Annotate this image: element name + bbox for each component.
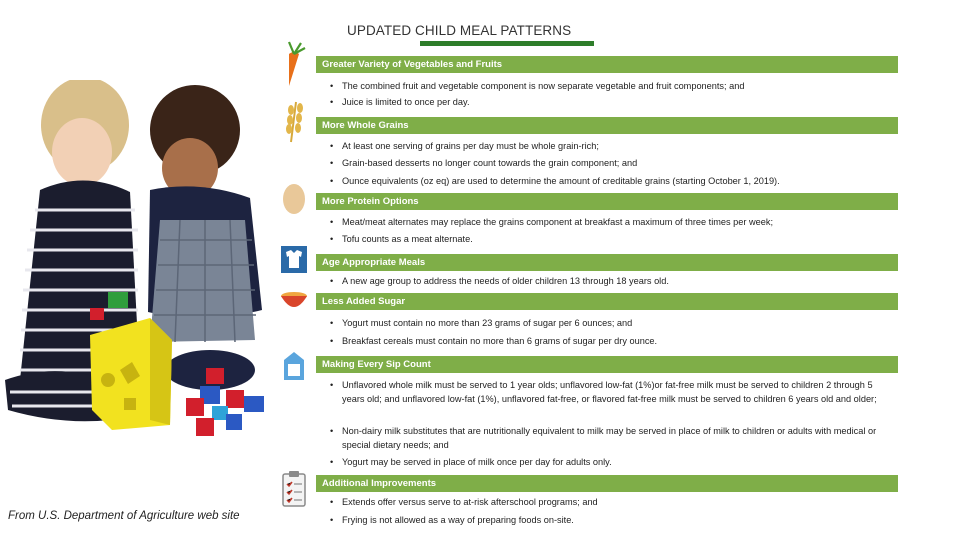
section-header-sip-count: Making Every Sip Count [316,356,898,373]
wheat-icon [279,98,309,144]
cereal-bowl-icon [279,286,309,314]
list-item: • Meat/meat alternates may replace the grains component at breakfast a maximum of three times per week; [330,217,773,227]
section-header-age-appropriate: Age Appropriate Meals [316,254,898,271]
page-title: UPDATED CHILD MEAL PATTERNS [347,23,572,38]
section-header-protein: More Protein Options [316,193,898,210]
list-item: • Juice is limited to once per day. [330,97,470,107]
list-item: • A new age group to address the needs of older children 13 through 18 years old. [330,276,669,286]
list-item: • Grain-based desserts no longer count towards the grain component; and [330,158,638,168]
title-underline [420,41,594,46]
list-item: • Non-dairy milk substitutes that are nutritionally equivalent to milk may be served in place of milk to children or adults with medical or special dietary needs; and [330,426,877,450]
section-header-additional-improvements: Additional Improvements [316,475,898,492]
list-item: • Extends offer versus serve to at-risk afterschool programs; and [330,497,598,507]
shirt-icon [279,240,309,274]
section-header-vegetables-fruits: Greater Variety of Vegetables and Fruits [316,56,898,73]
milk-carton-icon [279,348,309,382]
children-playing-photo [0,80,272,500]
list-item: • Yogurt must contain no more than 23 grams of sugar per 6 ounces; and [330,318,633,328]
list-item: • Yogurt may be served in place of milk once per day for adults only. [330,457,612,467]
photo-credit: From U.S. Department of Agriculture web site [8,510,240,522]
section-header-added-sugar: Less Added Sugar [316,293,898,310]
list-item: • Frying is not allowed as a way of preparing foods on-site. [330,515,574,525]
egg-icon [279,180,309,216]
list-item: • At least one serving of grains per day must be whole grain-rich; [330,141,599,151]
list-item: • Ounce equivalents (oz eq) are used to determine the amount of creditable grains (starting October 1, 2019). [330,176,780,186]
checklist-icon [279,470,309,508]
list-item: • Tofu counts as a meat alternate. [330,234,473,244]
list-item: • The combined fruit and vegetable component is now separate vegetable and fruit components; and [330,81,745,91]
list-item: • Unflavored whole milk must be served to 1 year olds; unflavored low-fat (1%)or fat-free milk must be served to children 2 through 5 years old; and unflavored low-fat (1%), unflavored fat-free, or flavored fat-free milk must be served to children 6 years old and older; [330,380,877,404]
section-header-whole-grains: More Whole Grains [316,117,898,134]
carrot-icon [279,40,309,88]
list-item: • Breakfast cereals must contain no more than 6 grams of sugar per dry ounce. [330,336,658,346]
